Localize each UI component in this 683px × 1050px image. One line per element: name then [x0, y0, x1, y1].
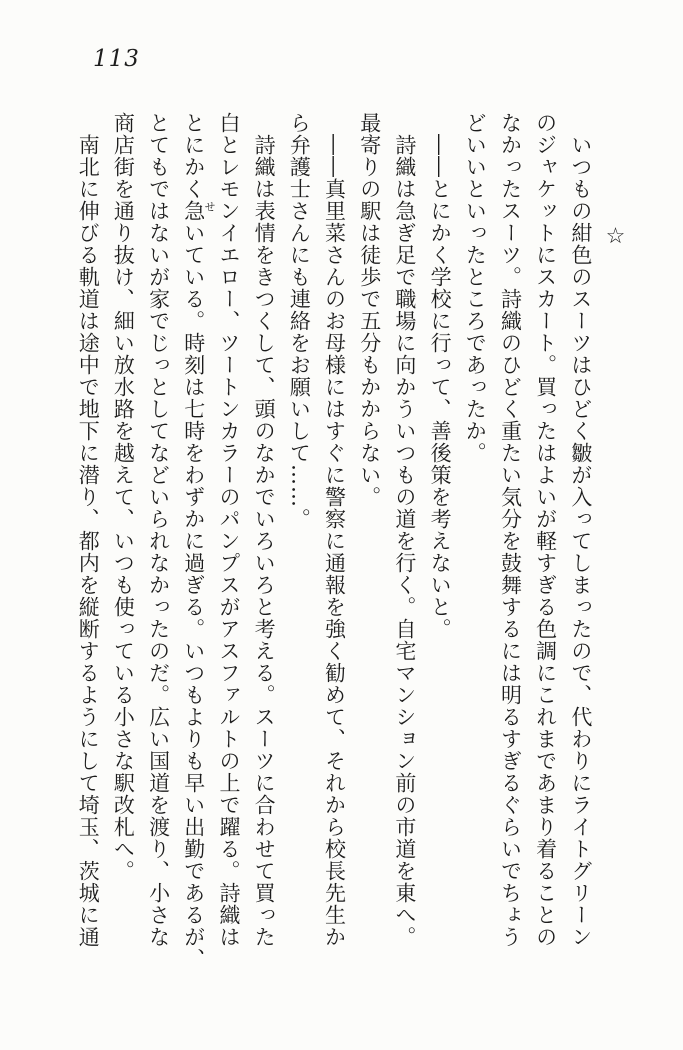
text-column-7: 最寄りの駅は徒歩で五分もかからない。 — [357, 112, 382, 508]
text-column-11: 白とレモンイエロー、ツートンカラーのパンプスがアスファルトの上で躍る。詩織は — [216, 112, 241, 948]
page-number: 113 — [93, 46, 140, 72]
text-column-14: 商店街を通り抜け、細い放水路を越えて、いつも使っている小さな駅改札へ。 — [111, 112, 136, 882]
text-column-13: とてもではないが家でじっとしてなどいられなかったのだ。広い国道を渡り、小さな — [146, 112, 171, 948]
text-column-2: のジャケットにスカート。買ったはよいが軽すぎる色調にこれまであまり着ることの — [533, 112, 558, 948]
text-column-6: 詩織は急ぎ足で職場に向かういつもの道を行く。自宅マンション前の市道を東へ。 — [392, 134, 417, 948]
text-column-5: ――とにかく学校に行って、善後策を考えないと。 — [428, 134, 453, 640]
text-column-1: いつもの紺色のスーツはひどく皺が入ってしまったので、代わりにライトグリーン — [568, 134, 593, 948]
text-column-10: 詩織は表情をきつくして、頭のなかでいろいろと考える。スーツに合わせて買った — [252, 134, 277, 948]
text-column-3: なかったスーツ。詩織のひどく重たい気分を鼓舞するには明るすぎるぐらいでちょう — [498, 112, 523, 948]
vertical-text-block — [70, 112, 633, 970]
furigana-se: せ — [203, 201, 216, 212]
text-column-9: ら弁護士さんにも連絡をお願いして……。 — [287, 112, 312, 530]
text-column-12: とにかく急いている。時刻は七時をわずかに過ぎる。いつもよりも早い出勤であるが、 — [181, 112, 206, 970]
section-break-star: ☆ — [603, 224, 628, 249]
text-column-15: 南北に伸びる軌道は途中で地下に潜り、都内を縦断するようにして埼玉、茨城に通 — [76, 134, 101, 948]
text-column-4: どいいといったところであったか。 — [463, 112, 488, 464]
text-column-8: ――真里菜さんのお母様にはすぐに警察に通報を強く勧めて、それから校長先生か — [322, 134, 347, 948]
